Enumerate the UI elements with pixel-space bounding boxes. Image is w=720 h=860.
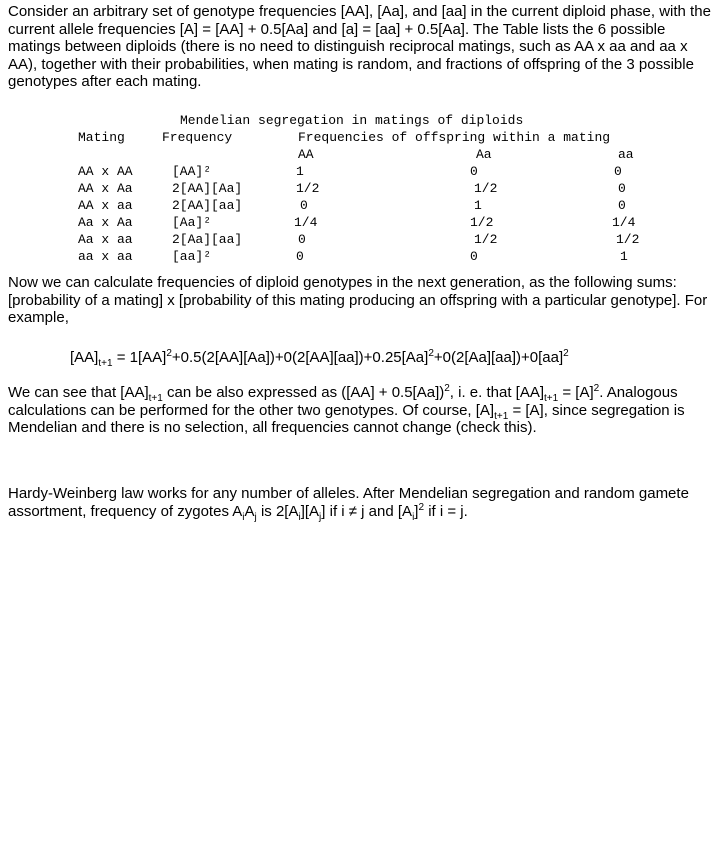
text-run: = [A]: [558, 384, 594, 401]
hardy-weinberg-derivation: [8, 384, 714, 437]
text-run: ]: [414, 502, 419, 520]
text-sub: t+1: [544, 393, 559, 404]
text-run: can be also expressed as ([AA] + 0.5[Aa]): [162, 384, 445, 401]
table-row-aa: 0: [618, 181, 626, 196]
text-run: is 2[A: [256, 502, 299, 520]
text-run: ] if i ≠ j and [A: [321, 502, 413, 520]
text-run: , i. e. that [AA]: [449, 384, 545, 401]
table-row-mating: Aa x aa: [78, 232, 133, 247]
formula-sup: 2: [428, 348, 434, 359]
col-header-offspring: Frequencies of offspring within a mating: [298, 130, 611, 145]
text-sup: 2: [418, 501, 425, 513]
intro-paragraph: Consider an arbitrary set of genotype frequencies [AA], [Aa], and [aa] in the current diploid phase, with the current allele frequencies [A] = [AA] + 0.5[Aa] and [a] = [aa] + 0.5[Aa]. The Table lists the 6 possible matings between diploids (there is no need to distinguish reciprocal matings, such as AA x aa and aa x AA), together with their probabilities, when mating is random, and fractions of offspring of the 3 possible genotypes after each mating.: [8, 3, 711, 91]
table-row-Aa: 1/2: [474, 232, 498, 247]
table-row-aa: 1/2: [616, 232, 640, 247]
mating-table: [0, 112, 720, 262]
table-row-aa: 0: [618, 198, 626, 213]
formula-sup: 2: [563, 348, 569, 359]
text-run: = [A], since segregation is Mendelian and there is no selection, all frequencies cannot change (check this).: [8, 401, 685, 437]
sub-header-AA: AA: [298, 147, 314, 162]
text-run: Hardy-Weinberg law works for any number of alleles. After Mendelian segregation and random gamete assortment, frequency of zygotes A: [8, 485, 689, 520]
sub-header-Aa: Aa: [476, 147, 492, 162]
table-row-Aa: 0: [470, 249, 478, 264]
sub-header-aa: aa: [618, 147, 634, 162]
formula-part: = 1[AA]: [112, 349, 167, 366]
table-row-aa: 1: [620, 249, 628, 264]
col-header-mating: Mating: [78, 130, 125, 145]
table-row-frequency: [Aa]²: [172, 215, 212, 230]
multiple-alleles-paragraph: [8, 485, 714, 523]
table-row-Aa: 1/2: [474, 181, 498, 196]
text-sub: j: [319, 511, 322, 523]
after-table-paragraph: Now we can calculate frequencies of diploid genotypes in the next generation, as the following sums: [probability of a mating] x [probability of this mating producing an offspring with a particular genotype]. For example,: [8, 274, 708, 327]
text-sub: i: [242, 511, 245, 523]
table-title: Mendelian segregation in matings of diploids: [180, 113, 524, 128]
text-sup: 2: [593, 383, 600, 394]
table-row-AA: 1/4: [294, 215, 318, 230]
table-row-mating: AA x Aa: [78, 181, 133, 196]
table-row-aa: 0: [614, 164, 622, 179]
table-row-frequency: 2[Aa][aa]: [172, 232, 243, 247]
table-row-Aa: 1/2: [470, 215, 494, 230]
text-sup: 2: [444, 383, 450, 394]
text-run: if i = j.: [424, 502, 468, 520]
formula-example: [70, 349, 569, 367]
table-row-aa: 1/4: [612, 215, 636, 230]
table-row-Aa: 1: [474, 198, 482, 213]
text-sub: t+1: [494, 410, 509, 422]
table-row-Aa: 0: [470, 164, 478, 179]
text-sub: i: [412, 511, 415, 523]
text-run: ][A: [300, 502, 320, 520]
table-row-frequency: [AA]²: [172, 164, 212, 179]
col-header-frequency: Frequency: [162, 130, 233, 145]
formula-part: +0(2[Aa][aa])+0[aa]: [433, 349, 564, 366]
table-row-frequency: [aa]²: [172, 249, 212, 264]
table-row-AA: 0: [298, 232, 306, 247]
formula-sup: 2: [166, 348, 172, 359]
table-row-mating: Aa x Aa: [78, 215, 133, 230]
text-sub: i: [298, 511, 301, 523]
table-row-mating: AA x aa: [78, 198, 133, 213]
text-sub: t+1: [148, 393, 163, 404]
table-row-mating: aa x aa: [78, 249, 133, 264]
text-sub: j: [254, 511, 257, 523]
formula-lhs: [AA]: [70, 349, 99, 366]
table-row-frequency: 2[AA][aa]: [172, 198, 243, 213]
table-row-frequency: 2[AA][Aa]: [172, 181, 243, 196]
table-row-AA: 1: [296, 164, 304, 179]
text-run: . Analogous calculations can be performed for the other two genotypes. Of course, [A]: [8, 384, 678, 419]
text-run: We can see that [AA]: [8, 384, 149, 401]
text-run: A: [244, 502, 255, 520]
table-row-AA: 0: [300, 198, 308, 213]
table-row-mating: AA x AA: [78, 164, 133, 179]
table-row-AA: 1/2: [296, 181, 320, 196]
formula-part: +0.5(2[AA][Aa])+0(2[AA][aa])+0.25[Aa]: [171, 349, 429, 366]
formula-lhs-sub: t+1: [98, 358, 113, 369]
table-row-AA: 0: [296, 249, 304, 264]
